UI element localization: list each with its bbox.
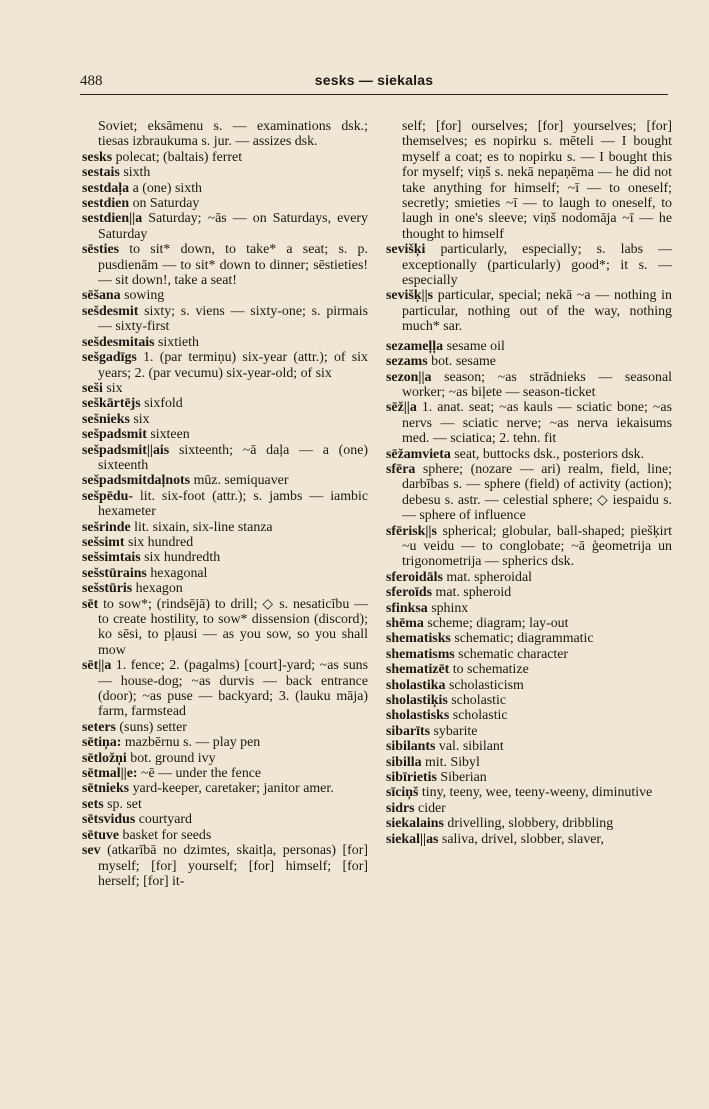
entry-definition: to sit* down, to take* a seat; s. p. pusdienām — to sit* down to dinner; sēstieties! — sit down!, take a seat! bbox=[98, 242, 368, 289]
entry-definition: val. sibilant bbox=[438, 739, 504, 755]
dictionary-entry bbox=[386, 724, 672, 739]
entry-definition: scholasticism bbox=[448, 677, 524, 693]
entry-definition: sybarite bbox=[433, 723, 478, 739]
entry-headword: sētuve bbox=[82, 827, 120, 843]
entry-definition: schematic character bbox=[458, 646, 569, 662]
entry-definition: sixtieth bbox=[158, 334, 199, 350]
entry-headword: sevišķ||s bbox=[386, 288, 434, 304]
entry-headword: sfēra bbox=[386, 461, 416, 477]
dictionary-entry bbox=[386, 119, 672, 242]
entry-definition: sixth bbox=[123, 165, 151, 181]
entry-headword: sīciņš bbox=[386, 785, 419, 801]
dictionary-entry bbox=[386, 708, 672, 723]
entry-headword: sev bbox=[82, 843, 101, 859]
entry-headword: sešdesmitais bbox=[82, 334, 155, 350]
entry-headword: sezameļļa bbox=[386, 338, 444, 354]
dictionary-entry bbox=[82, 412, 368, 427]
entry-definition: self; [for] ourselves; [for] yourselves; [for] themselves; es nopirku s. mēteli — I bought myself a coat; es to nopirku s. — I bought this for myself; viņš s. nekā nepaņēma — he did not take anything for himself; ~ī — to oneself; secretly; smieties ~ī — to laugh to oneself, to laugh in one's sleeve; viņš nodomāja ~ī — he thought to himself bbox=[402, 119, 672, 242]
entry-definition: polecat; (baltais) ferret bbox=[115, 149, 243, 165]
dictionary-entry bbox=[82, 812, 368, 827]
dictionary-entry bbox=[82, 288, 368, 303]
entry-headword: sets bbox=[82, 796, 104, 812]
entry-headword: seškārtējs bbox=[82, 396, 141, 412]
dictionary-entry bbox=[386, 801, 672, 816]
dictionary-entry bbox=[386, 631, 672, 646]
entry-definition: mūz. semiquaver bbox=[193, 473, 289, 489]
entry-headword: sētnieks bbox=[82, 781, 130, 797]
entry-headword: sibilants bbox=[386, 739, 436, 755]
dictionary-entry bbox=[82, 396, 368, 411]
entry-headword: sferoīds bbox=[386, 585, 433, 601]
entry-definition: 1. anat. seat; ~as kauls — sciatic bone; ~as nervs — sciatic nerve; ~as nerva iekaisums med. — sciatica; 2. tehn. fit bbox=[402, 400, 672, 447]
entry-headword: sešpēdu- bbox=[82, 488, 133, 504]
entry-definition: bot. sesame bbox=[431, 354, 496, 370]
entry-definition: schematic; diagrammatic bbox=[454, 631, 594, 647]
dictionary-entry bbox=[82, 735, 368, 750]
entry-headword: sestdien bbox=[82, 196, 130, 212]
dictionary-entry bbox=[386, 770, 672, 785]
entry-definition: hexagon bbox=[135, 581, 183, 597]
entry-definition: lit. sixain, six-line stanza bbox=[134, 519, 273, 535]
entry-headword: sidrs bbox=[386, 800, 415, 816]
entry-headword: sēž||a bbox=[386, 400, 417, 416]
dictionary-entry bbox=[386, 400, 672, 446]
entry-headword: siekal||as bbox=[386, 831, 439, 847]
entry-headword: sešnieks bbox=[82, 411, 130, 427]
dictionary-entry bbox=[82, 181, 368, 196]
entry-definition: sp. set bbox=[107, 796, 142, 812]
entry-headword: sētsvidus bbox=[82, 812, 136, 828]
entry-definition: a (one) sixth bbox=[132, 180, 202, 196]
dictionary-entry bbox=[82, 581, 368, 596]
entry-headword: shematisms bbox=[386, 646, 455, 662]
entry-headword: sešpadsmitdaļnots bbox=[82, 473, 191, 489]
entry-headword: sētmal||e: bbox=[82, 766, 138, 782]
entry-headword: sibilla bbox=[386, 754, 422, 770]
entry-definition: six bbox=[106, 380, 123, 396]
entry-headword: sholastiķis bbox=[386, 693, 448, 709]
dictionary-entry bbox=[82, 843, 368, 889]
dictionary-entry bbox=[82, 489, 368, 520]
entry-headword: sēt bbox=[82, 596, 99, 612]
dictionary-entry bbox=[386, 678, 672, 693]
dictionary-entry bbox=[386, 755, 672, 770]
entry-definition: sowing bbox=[124, 288, 165, 304]
dictionary-entry bbox=[386, 785, 672, 800]
entry-headword: sešstūrains bbox=[82, 565, 147, 581]
entry-headword: sibarīts bbox=[386, 723, 430, 739]
entry-definition: particularly, especially; s. labs — exceptionally (particularly) good*; it s. — especially bbox=[402, 242, 672, 289]
dictionary-entry bbox=[82, 473, 368, 488]
entry-definition: to schematize bbox=[452, 662, 529, 678]
running-title: sesks — siekalas bbox=[314, 72, 434, 88]
dictionary-entry bbox=[82, 781, 368, 796]
entry-definition: Siberian bbox=[440, 770, 487, 786]
entry-definition: Saturday; ~ās — on Saturdays, every Saturday bbox=[98, 211, 368, 242]
entry-headword: sēšana bbox=[82, 288, 121, 304]
entry-headword: sešsimtais bbox=[82, 550, 141, 566]
dictionary-entry bbox=[82, 566, 368, 581]
dictionary-entry bbox=[82, 196, 368, 211]
entry-headword: sešsimt bbox=[82, 534, 125, 550]
entry-definition: six hundred bbox=[127, 534, 194, 550]
dictionary-entry bbox=[82, 165, 368, 180]
entry-definition: sphere; (nozare — ari) realm, field, line; darbības s. — sphere (field) of activity (action); debesu s. astr. — celestial sphere; ◇ iespaidu s. — sphere of influence bbox=[402, 461, 672, 524]
dictionary-entry bbox=[82, 550, 368, 565]
dictionary-entry bbox=[386, 524, 672, 570]
entry-headword: sfinksa bbox=[386, 600, 428, 616]
entry-headword: sestdien||a bbox=[82, 211, 143, 227]
dictionary-entry bbox=[82, 658, 368, 720]
dictionary-entry bbox=[386, 585, 672, 600]
dictionary-entry bbox=[386, 832, 672, 847]
entry-definition: hexagonal bbox=[150, 565, 208, 581]
dictionary-entry bbox=[386, 662, 672, 677]
entry-definition: on Saturday bbox=[132, 196, 200, 212]
entry-definition: 1. (par termiņu) six-year (attr.); of six years; 2. (par vecumu) six-year-old; of six bbox=[98, 350, 368, 381]
entry-definition: yard-keeper, caretaker; janitor amer. bbox=[132, 781, 334, 797]
entry-definition: mit. Sibyl bbox=[425, 754, 480, 770]
entry-definition: season; ~as strādnieks — seasonal worker; ~as biļete — season-ticket bbox=[402, 369, 672, 400]
entry-definition: Soviet; eksāmenu s. — examinations dsk.; tiesas izbraukuma s. jur. — assizes dsk. bbox=[98, 119, 368, 150]
dictionary-entry bbox=[386, 693, 672, 708]
entry-definition: cider bbox=[418, 800, 446, 816]
entry-headword: sešgadīgs bbox=[82, 350, 137, 366]
entry-definition: spherical; globular, ball-shaped; piešķirt ~u veidu — to conglobate; ~ā ģeometrija un trigonometrija — spherics dsk. bbox=[402, 523, 672, 570]
entry-definition: six bbox=[133, 411, 150, 427]
dictionary-entry bbox=[82, 242, 368, 288]
entry-definition: sixteenth; ~ā daļa — a (one) sixteenth bbox=[98, 442, 368, 473]
dictionary-entry bbox=[82, 381, 368, 396]
dictionary-entry bbox=[82, 535, 368, 550]
entry-headword: sestais bbox=[82, 165, 120, 181]
entry-definition: lit. six-foot (attr.); s. jambs — iambic hexameter bbox=[98, 488, 368, 520]
dictionary-entry bbox=[386, 616, 672, 631]
dictionary-entry bbox=[386, 601, 672, 616]
dictionary-entry bbox=[386, 462, 672, 524]
dictionary-entry bbox=[82, 427, 368, 442]
dictionary-entry bbox=[82, 335, 368, 350]
entry-headword: sibīrietis bbox=[386, 770, 437, 786]
entry-definition: scholastic bbox=[451, 693, 507, 709]
entry-headword: sestdaļa bbox=[82, 180, 130, 196]
entry-definition: basket for seeds bbox=[122, 827, 212, 843]
entry-definition: to sow*; (rindsējā) to drill; ◇ s. nesaticību — to create hostility, to sow* dissension (discord); ko sēsi, to pļausi — as you sow, so you shall mow bbox=[98, 596, 368, 658]
dictionary-entry bbox=[386, 370, 672, 401]
entry-definition: saliva, drivel, slobber, slaver, bbox=[441, 831, 604, 847]
dictionary-entry bbox=[386, 647, 672, 662]
entry-definition: (suns) setter bbox=[119, 719, 187, 735]
entry-definition: mazbērnu s. — play pen bbox=[124, 735, 261, 751]
dictionary-entry bbox=[82, 828, 368, 843]
entry-headword: siekalains bbox=[386, 816, 444, 832]
entry-headword: sēžamvieta bbox=[386, 446, 451, 462]
entry-headword: sholastisks bbox=[386, 708, 450, 724]
dictionary-entry bbox=[82, 119, 368, 150]
entry-headword: sevišķi bbox=[386, 242, 426, 258]
entry-headword: sēt||a bbox=[82, 658, 112, 674]
entry-headword: sešpadsmit bbox=[82, 427, 147, 443]
entry-headword: sholastika bbox=[386, 677, 446, 693]
entry-headword: sfērisk||s bbox=[386, 523, 437, 539]
dictionary-entry bbox=[82, 751, 368, 766]
entry-headword: shematizēt bbox=[386, 662, 450, 678]
entry-definition: bot. ground ivy bbox=[130, 750, 216, 766]
entry-headword: shēma bbox=[386, 616, 424, 631]
dictionary-entry bbox=[82, 443, 368, 474]
entry-definition: (atkarībā no dzimtes, skaitļa, personas) [for] myself; [for] yourself; [for] himself; [for] herself; [for] it- bbox=[98, 843, 368, 889]
entry-definition: courtyard bbox=[138, 812, 192, 828]
entry-definition: sixfold bbox=[144, 396, 183, 412]
dictionary-entry bbox=[386, 242, 672, 288]
entry-definition: scholastic bbox=[452, 708, 508, 724]
dictionary-entry bbox=[386, 816, 672, 831]
page-number: 488 bbox=[80, 73, 103, 89]
entry-definition: sphinx bbox=[431, 600, 469, 616]
entry-headword: shematisks bbox=[386, 631, 451, 647]
dictionary-entry bbox=[386, 739, 672, 754]
entry-headword: seters bbox=[82, 719, 116, 735]
dictionary-entry bbox=[386, 288, 672, 334]
entry-headword: sešdesmit bbox=[82, 303, 139, 319]
entry-definition: scheme; diagram; lay-out bbox=[427, 616, 569, 631]
page-header bbox=[80, 70, 668, 95]
entry-headword: sesks bbox=[82, 149, 113, 165]
entry-headword: sezon||a bbox=[386, 369, 432, 385]
entry-definition: ~ē — under the fence bbox=[140, 766, 262, 782]
entry-headword: sešpadsmit||ais bbox=[82, 442, 170, 458]
dictionary-entry bbox=[82, 304, 368, 335]
right-column bbox=[386, 119, 672, 847]
dictionary-entry bbox=[82, 350, 368, 381]
entry-definition: tiny, teeny, wee, teeny-weeny, diminutive bbox=[421, 785, 653, 801]
entry-definition: mat. spheroidal bbox=[446, 569, 532, 585]
entry-definition: mat. spheroid bbox=[435, 585, 512, 601]
dictionary-entry bbox=[82, 720, 368, 735]
entry-headword: sešstūris bbox=[82, 581, 133, 597]
left-column bbox=[82, 119, 368, 889]
entry-headword: sētložņi bbox=[82, 750, 127, 766]
dictionary-entry bbox=[82, 211, 368, 242]
dictionary-entry bbox=[82, 797, 368, 812]
dictionary-entry bbox=[82, 150, 368, 165]
dictionary-entry bbox=[82, 520, 368, 535]
entry-definition: sixteen bbox=[150, 427, 190, 443]
entry-definition: six hundredth bbox=[144, 550, 221, 566]
entry-definition: sesame oil bbox=[446, 338, 505, 354]
dictionary-entry bbox=[386, 570, 672, 585]
entry-definition: drivelling, slobbery, dribbling bbox=[447, 816, 614, 832]
dictionary-entry bbox=[82, 766, 368, 781]
dictionary-entry bbox=[386, 339, 672, 354]
entry-definition: seat, buttocks dsk., posteriors dsk. bbox=[454, 446, 645, 462]
dictionary-entry bbox=[386, 447, 672, 462]
dictionary-entry bbox=[82, 597, 368, 659]
entry-headword: sētiņa: bbox=[82, 735, 122, 751]
entry-definition: 1. fence; 2. (pagalms) [court]-yard; ~as suns — house-dog; ~as durvis — back entrance (door); ~as puse — backyard; 3. (lauku māja) farm, farmstead bbox=[98, 658, 368, 720]
entry-headword: seši bbox=[82, 380, 103, 396]
entry-definition: particular, special; nekā ~a — nothing in particular, nothing out of the way, nothing much* sar. bbox=[402, 288, 672, 335]
entry-headword: sferoidāls bbox=[386, 569, 443, 585]
dictionary-entry bbox=[386, 354, 672, 369]
entry-headword: sešrinde bbox=[82, 519, 131, 535]
entry-headword: sēsties bbox=[82, 242, 120, 258]
entry-headword: sezams bbox=[386, 354, 428, 370]
entry-definition: sixty; s. viens — sixty-one; s. pirmais — sixty-first bbox=[98, 303, 368, 335]
